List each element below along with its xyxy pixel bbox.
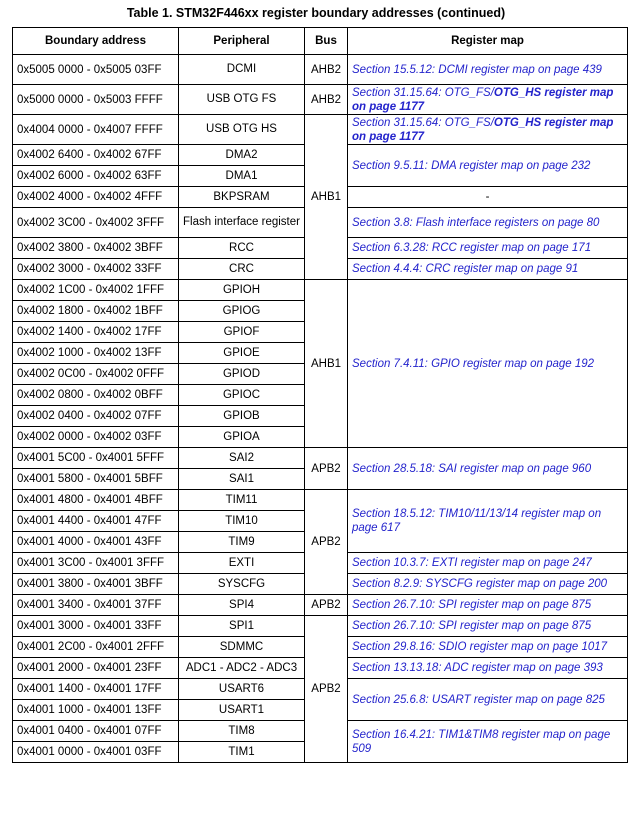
- peripheral-cell: GPIOB: [179, 406, 305, 427]
- register-table: [12, 27, 628, 763]
- peripheral-cell: USART6: [179, 679, 305, 700]
- link-text-bold: OTG_HS register map on page 1177: [352, 86, 614, 113]
- bus-cell: APB2: [305, 448, 348, 490]
- address-cell: 0x4001 1400 - 0x4001 17FF: [13, 679, 179, 700]
- peripheral-cell: BKPSRAM: [179, 187, 305, 208]
- address-cell: 0x4002 6000 - 0x4002 63FF: [13, 166, 179, 187]
- register-map-link-syscfg[interactable]: Section 8.2.9: SYSCFG register map on page 200: [348, 574, 628, 595]
- register-map-link-crc[interactable]: Section 4.4.4: CRC register map on page 91: [348, 259, 628, 280]
- address-cell: 0x4001 1000 - 0x4001 13FF: [13, 700, 179, 721]
- address-cell: 0x4001 5C00 - 0x4001 5FFF: [13, 448, 179, 469]
- peripheral-cell: USB OTG HS: [179, 115, 305, 145]
- bus-cell: AHB2: [305, 55, 348, 85]
- bus-cell: APB2: [305, 595, 348, 616]
- header-bus: Bus: [305, 28, 348, 55]
- peripheral-cell: GPIOG: [179, 301, 305, 322]
- address-cell: 0x4001 2000 - 0x4001 23FF: [13, 658, 179, 679]
- address-cell: 0x4001 3800 - 0x4001 3BFF: [13, 574, 179, 595]
- address-cell: 0x4004 0000 - 0x4007 FFFF: [13, 115, 179, 145]
- header-boundary-address: Boundary address: [13, 28, 179, 55]
- address-cell: 0x4002 4000 - 0x4002 4FFF: [13, 187, 179, 208]
- address-cell: 0x4001 4400 - 0x4001 47FF: [13, 511, 179, 532]
- table-row: [13, 115, 628, 145]
- table-row: [13, 85, 628, 115]
- bus-cell: AHB2: [305, 85, 348, 115]
- bus-cell: APB2: [305, 616, 348, 763]
- address-cell: 0x4002 0000 - 0x4002 03FF: [13, 427, 179, 448]
- header-register-map: Register map: [348, 28, 628, 55]
- register-map-link-otg-hs[interactable]: [348, 115, 628, 145]
- peripheral-cell: GPIOA: [179, 427, 305, 448]
- peripheral-cell: GPIOH: [179, 280, 305, 301]
- register-map-link-usart[interactable]: Section 25.6.8: USART register map on page 825: [348, 679, 628, 721]
- header-peripheral: Peripheral: [179, 28, 305, 55]
- register-map-link-sai[interactable]: Section 28.5.18: SAI register map on page 960: [348, 448, 628, 490]
- register-map-none: -: [348, 187, 628, 208]
- address-cell: 0x4002 1C00 - 0x4002 1FFF: [13, 280, 179, 301]
- register-map-link-spi4[interactable]: Section 26.7.10: SPI register map on page 875: [348, 595, 628, 616]
- register-map-link-adc[interactable]: Section 13.13.18: ADC register map on page 393: [348, 658, 628, 679]
- peripheral-cell: ADC1 - ADC2 - ADC3: [179, 658, 305, 679]
- peripheral-cell: EXTI: [179, 553, 305, 574]
- peripheral-cell: Flash interface register: [179, 208, 305, 238]
- peripheral-cell: SAI1: [179, 469, 305, 490]
- peripheral-cell: SYSCFG: [179, 574, 305, 595]
- address-cell: 0x4001 4800 - 0x4001 4BFF: [13, 490, 179, 511]
- peripheral-cell: TIM8: [179, 721, 305, 742]
- bus-cell: APB2: [305, 490, 348, 595]
- bus-cell: AHB1: [305, 115, 348, 280]
- peripheral-cell: TIM9: [179, 532, 305, 553]
- address-cell: 0x4001 4000 - 0x4001 43FF: [13, 532, 179, 553]
- address-cell: 0x4001 0000 - 0x4001 03FF: [13, 742, 179, 763]
- peripheral-cell: USB OTG FS: [179, 85, 305, 115]
- address-cell: 0x4001 2C00 - 0x4001 2FFF: [13, 637, 179, 658]
- register-map-link-tim[interactable]: Section 18.5.12: TIM10/11/13/14 register map on page 617: [348, 490, 628, 553]
- table-row: [13, 448, 628, 469]
- register-map-link-flash[interactable]: Section 3.8: Flash interface registers on page 80: [348, 208, 628, 238]
- peripheral-cell: DMA2: [179, 145, 305, 166]
- peripheral-cell: DMA1: [179, 166, 305, 187]
- address-cell: 0x4002 3000 - 0x4002 33FF: [13, 259, 179, 280]
- header-row: [13, 28, 628, 55]
- peripheral-cell: USART1: [179, 700, 305, 721]
- peripheral-cell: DCMI: [179, 55, 305, 85]
- address-cell: 0x4001 3C00 - 0x4001 3FFF: [13, 553, 179, 574]
- peripheral-cell: GPIOC: [179, 385, 305, 406]
- table-row: [13, 595, 628, 616]
- address-cell: 0x5005 0000 - 0x5005 03FF: [13, 55, 179, 85]
- peripheral-cell: TIM1: [179, 742, 305, 763]
- address-cell: 0x4001 5800 - 0x4001 5BFF: [13, 469, 179, 490]
- address-cell: 0x4001 3400 - 0x4001 37FF: [13, 595, 179, 616]
- address-cell: 0x4002 1800 - 0x4002 1BFF: [13, 301, 179, 322]
- address-cell: 0x4002 0C00 - 0x4002 0FFF: [13, 364, 179, 385]
- register-map-link-spi1[interactable]: Section 26.7.10: SPI register map on page 875: [348, 616, 628, 637]
- table-row: [13, 490, 628, 511]
- register-map-link-exti[interactable]: Section 10.3.7: EXTI register map on page 247: [348, 553, 628, 574]
- register-map-link-gpio[interactable]: Section 7.4.11: GPIO register map on page 192: [348, 280, 628, 448]
- address-cell: 0x5000 0000 - 0x5003 FFFF: [13, 85, 179, 115]
- address-cell: 0x4002 6400 - 0x4002 67FF: [13, 145, 179, 166]
- peripheral-cell: SAI2: [179, 448, 305, 469]
- link-text-bold: OTG_HS register map on page 1177: [352, 116, 614, 143]
- address-cell: 0x4002 1000 - 0x4002 13FF: [13, 343, 179, 364]
- peripheral-cell: TIM11: [179, 490, 305, 511]
- table-title: Table 1. STM32F446xx register boundary addresses (continued): [126, 6, 506, 20]
- address-cell: 0x4002 0800 - 0x4002 0BFF: [13, 385, 179, 406]
- register-map-link-otg-fs[interactable]: [348, 85, 628, 115]
- table-row: [13, 280, 628, 301]
- table-row: [13, 616, 628, 637]
- peripheral-cell: CRC: [179, 259, 305, 280]
- bus-cell: AHB1: [305, 280, 348, 448]
- peripheral-cell: GPIOF: [179, 322, 305, 343]
- address-cell: 0x4001 3000 - 0x4001 33FF: [13, 616, 179, 637]
- address-cell: 0x4002 3C00 - 0x4002 3FFF: [13, 208, 179, 238]
- address-cell: 0x4002 3800 - 0x4002 3BFF: [13, 238, 179, 259]
- register-map-link-rcc[interactable]: Section 6.3.28: RCC register map on page 171: [348, 238, 628, 259]
- register-map-link-dcmi[interactable]: Section 15.5.12: DCMI register map on page 439: [348, 55, 628, 85]
- address-cell: 0x4002 1400 - 0x4002 17FF: [13, 322, 179, 343]
- address-cell: 0x4002 0400 - 0x4002 07FF: [13, 406, 179, 427]
- table-row: [13, 55, 628, 85]
- peripheral-cell: GPIOD: [179, 364, 305, 385]
- peripheral-cell: SPI1: [179, 616, 305, 637]
- register-map-link-sdio[interactable]: Section 29.8.16: SDIO register map on page 1017: [348, 637, 628, 658]
- peripheral-cell: TIM10: [179, 511, 305, 532]
- peripheral-cell: SDMMC: [179, 637, 305, 658]
- peripheral-cell: GPIOE: [179, 343, 305, 364]
- address-cell: 0x4001 0400 - 0x4001 07FF: [13, 721, 179, 742]
- peripheral-cell: RCC: [179, 238, 305, 259]
- register-map-link-dma[interactable]: Section 9.5.11: DMA register map on page 232: [348, 145, 628, 187]
- register-map-link-tim1-tim8[interactable]: Section 16.4.21: TIM1&TIM8 register map on page 509: [348, 721, 628, 763]
- peripheral-cell: SPI4: [179, 595, 305, 616]
- link-text: Section 31.15.64: OTG_FS/: [352, 86, 494, 99]
- link-text: Section 31.15.64: OTG_FS/: [352, 116, 494, 129]
